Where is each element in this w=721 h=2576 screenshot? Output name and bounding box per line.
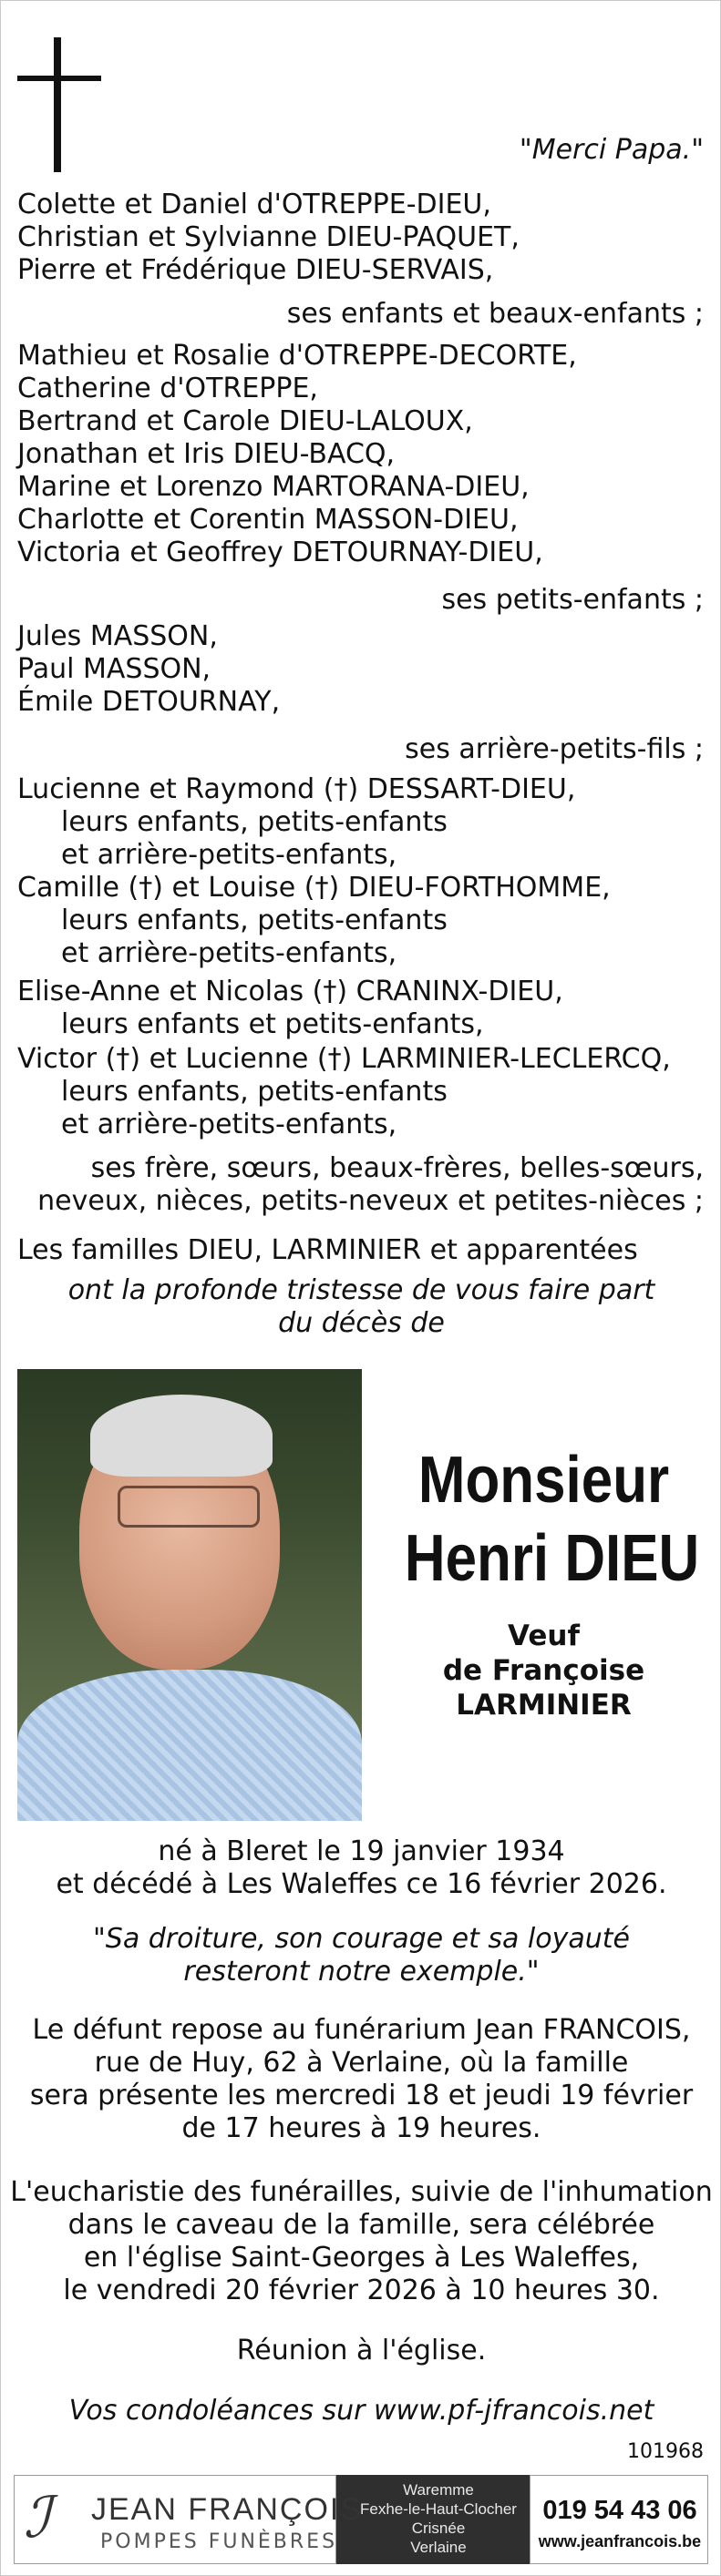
contact-box [530, 2475, 708, 2564]
town: Waremme [403, 2481, 474, 2499]
death-line: et décédé à Les Waleffes ce 16 février 2026. [56, 1868, 667, 1900]
funerarium-line: rue de Huy, 62 à Verlaine, où la famille [94, 2047, 629, 2079]
fratrie-line: leurs enfants, petits-enfants [61, 806, 448, 838]
reunion-line: Réunion à l'église. [236, 2335, 487, 2366]
funerarium-line: sera présente les mercredi 18 et jeudi 19 février [29, 2080, 694, 2111]
fratrie-line: Camille (†) et Louise (†) DIEU-FORTHOMME, [17, 872, 611, 904]
company-subtitle: POMPES FUNÈBRES [100, 2530, 338, 2553]
funeral-home-footer [14, 2475, 708, 2564]
opening-quote: "Merci Papa." [519, 134, 704, 166]
funerarium-line: de 17 heures à 19 heures. [181, 2112, 541, 2144]
petits-enfants-line: Bertrand et Carole DIEU-LALOUX, [17, 405, 473, 437]
eucharistie-line: dans le caveau de la famille, sera célébrée [67, 2209, 655, 2241]
familles-line: Les familles DIEU, LARMINIER et apparentées [17, 1234, 638, 1266]
citation-line: "Sa droiture, son courage et sa loyauté [93, 1923, 630, 1955]
arriere-line: Émile DETOURNAY, [17, 686, 281, 718]
fratrie-line: Lucienne et Raymond (†) DESSART-DIEU, [17, 773, 576, 805]
fratrie-line: et arrière-petits-enfants, [61, 937, 397, 969]
veuf-line: de Françoise [442, 1654, 645, 1687]
defunt-title: Monsieur [417, 1444, 670, 1517]
portrait-photo [17, 1369, 362, 1821]
signature-logo-icon: ℐ [24, 2484, 51, 2550]
petits-enfants-line: Marine et Lorenzo MARTORANA-DIEU, [17, 471, 530, 503]
citation-line: resteront notre exemple." [183, 1956, 540, 1988]
phone-number[interactable]: 019 54 43 06 [542, 2496, 697, 2525]
town: Crisnée [411, 2520, 466, 2537]
petits-enfants-line: Mathieu et Rosalie d'OTREPPE-DECORTE, [17, 340, 577, 372]
arriere-line: Paul MASSON, [17, 653, 211, 685]
town: Fexhe-le-Haut-Clocher [360, 2500, 517, 2518]
town: Verlaine [410, 2539, 467, 2556]
fratrie-label: neveux, nièces, petits-neveux et petites-nièces ; [37, 1185, 704, 1217]
arriere-line: Jules MASSON, [17, 620, 218, 652]
veuf-line: LARMINIER [456, 1689, 632, 1722]
funeral-home-logo [14, 2475, 364, 2564]
fratrie-line: leurs enfants et petits-enfants, [61, 1008, 484, 1040]
arriere-label: ses arrière-petits-fils ; [405, 733, 704, 765]
fratrie-line: Elise-Anne et Nicolas (†) CRANINX-DIEU, [17, 976, 563, 1007]
towns-list [347, 2480, 530, 2557]
part-line: ont la profonde tristesse de vous faire part [67, 1274, 655, 1306]
petits-enfants-line: Catherine d'OTREPPE, [17, 373, 318, 404]
eucharistie-line: L'eucharistie des funérailles, suivie de l'inhumation [10, 2176, 713, 2208]
funerarium-line: Le défunt repose au funérarium Jean FRANCOIS, [32, 2014, 691, 2046]
fratrie-label: ses frère, sœurs, beaux-frères, belles-sœurs, [90, 1152, 704, 1184]
cross-icon [17, 37, 101, 172]
fratrie-line: leurs enfants, petits-enfants [61, 1076, 448, 1108]
company-name: JEAN FRANÇOIS [91, 2492, 364, 2527]
eucharistie-line: le vendredi 20 février 2026 à 10 heures 30. [63, 2274, 660, 2306]
enfants-label: ses enfants et beaux-enfants ; [286, 298, 704, 330]
fratrie-line: leurs enfants, petits-enfants [61, 905, 448, 936]
part-line: du décès de [278, 1307, 445, 1339]
fratrie-line: et arrière-petits-enfants, [61, 1109, 397, 1140]
enfants-line: Colette et Daniel d'OTREPPE-DIEU, [17, 189, 491, 220]
fratrie-line: Victor (†) et Lucienne (†) LARMINIER-LECLERCQ, [17, 1043, 671, 1075]
petits-enfants-label: ses petits-enfants ; [441, 584, 704, 616]
condoleances-line: Vos condoléances sur www.pf-jfrancois.net [68, 2395, 654, 2427]
defunt-name: Henri DIEU [404, 1522, 700, 1595]
veuf-line: Veuf [508, 1620, 580, 1652]
enfants-line: Christian et Sylvianne DIEU-PAQUET, [17, 221, 520, 253]
enfants-line: Pierre et Frédérique DIEU-SERVAIS, [17, 254, 494, 286]
birth-line: né à Bleret le 19 janvier 1934 [158, 1835, 565, 1867]
fratrie-line: et arrière-petits-enfants, [61, 839, 397, 871]
petits-enfants-line: Jonathan et Iris DIEU-BACQ, [17, 438, 396, 470]
reference-number: 101968 [627, 2440, 704, 2463]
eucharistie-line: en l'église Saint-Georges à Les Waleffes, [83, 2242, 640, 2274]
petits-enfants-line: Charlotte et Corentin MASSON-DIEU, [17, 504, 519, 536]
website-link[interactable]: www.jeanfrancois.be [538, 2532, 702, 2550]
petits-enfants-line: Victoria et Geoffrey DETOURNAY-DIEU, [17, 537, 543, 568]
